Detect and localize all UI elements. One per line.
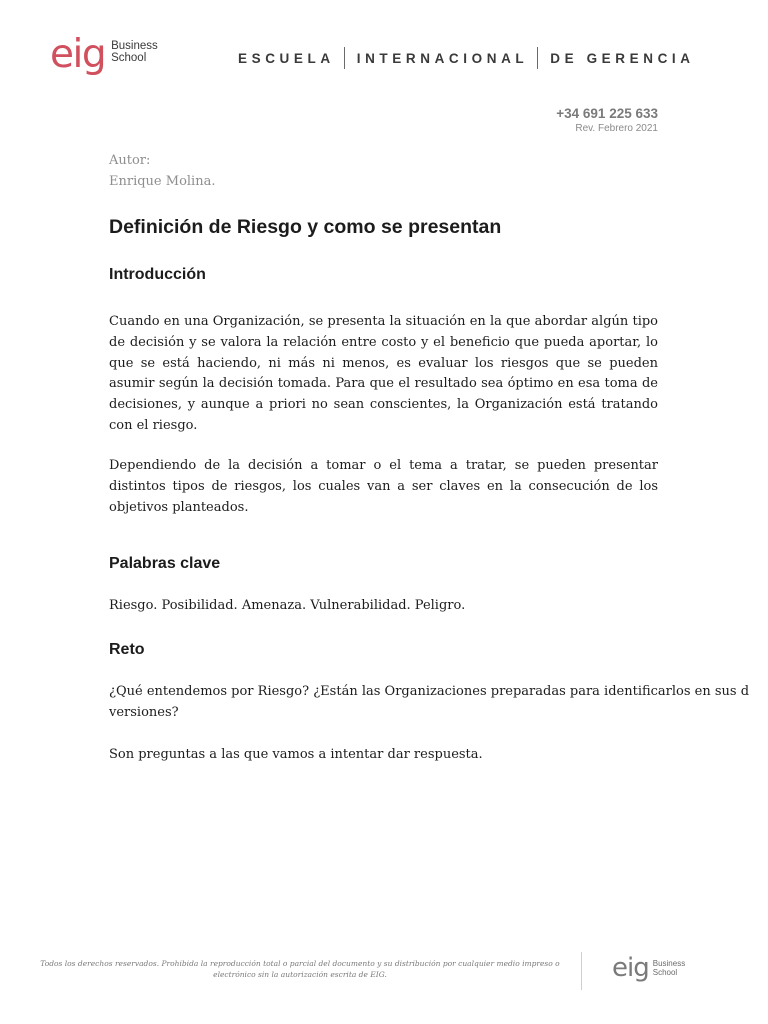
copyright-notice: Todos los derechos reservados. Prohibida la reproducción total o parcial del documento y su distribución por cualquier medio impreso o electrónico sin la autorización escrita de EIG.	[40, 959, 560, 979]
footer-divider	[581, 952, 582, 990]
footer-logo-line-2: School	[652, 968, 678, 977]
footer-logo-wordmark	[653, 959, 685, 977]
intro-paragraph-2: Dependiendo de la decisión a tomar o el tema a tratar, se pueden presentar distintos tipos de riesgos, los cuales van a ser claves en la consecución de los objetivos planteados.	[109, 458, 658, 515]
banner-word-1: ESCUELA	[238, 50, 335, 66]
challenge-paragraph-2: Son preguntas a las que vamos a intentar dar respuesta.	[109, 747, 483, 762]
challenge-heading: Reto	[109, 641, 145, 658]
document-body	[109, 150, 750, 762]
banner-word-2: INTERNACIONAL	[356, 50, 529, 66]
banner-divider	[344, 47, 345, 69]
document-title: Definición de Riesgo y como se presentan	[109, 216, 502, 238]
footer-logo-mark: eig	[612, 953, 649, 983]
intro-heading: Introducción	[109, 266, 206, 283]
challenge-paragraph-1: ¿Qué entendemos por Riesgo? ¿Están las Organizaciones preparadas para identificarlos en sus d versiones?	[109, 684, 750, 720]
keywords-heading: Palabras clave	[109, 555, 221, 572]
revision-date: Rev. Febrero 2021	[575, 123, 658, 134]
footer-logo-line-1: Business	[652, 959, 686, 968]
logo-wordmark	[111, 40, 158, 64]
logo-mark: eig	[50, 32, 106, 77]
banner-divider	[537, 47, 538, 69]
footer-eig-logo	[612, 953, 686, 983]
author-block	[109, 150, 658, 192]
school-name-banner	[238, 46, 695, 70]
banner-word-3: DE GERENCIA	[550, 50, 695, 66]
logo-line-1: Business	[111, 40, 158, 52]
phone-number: +34 691 225 633	[556, 106, 658, 121]
keywords-text: Riesgo. Posibilidad. Amenaza. Vulnerabilidad. Peligro.	[109, 598, 466, 613]
logo-line-2: School	[111, 52, 147, 64]
intro-paragraph-1: Cuando en una Organización, se presenta la situación en la que abordar algún tipo de decisión y se valora la relación entre costo y el beneficio que pueda aportar, lo que se está haciendo, ni más ni menos, es evaluar los riesgos que se pueden asumir según la decisión tomada. Para que el resultado sea óptimo en esa toma de decisiones, y aunque a priori no sean conscientes, la Organización está tratando con el riesgo.	[109, 314, 658, 433]
author-label: Autor:	[109, 153, 151, 168]
author-name: Enrique Molina.	[109, 174, 216, 189]
eig-logo	[50, 32, 158, 82]
contact-info	[556, 106, 658, 136]
